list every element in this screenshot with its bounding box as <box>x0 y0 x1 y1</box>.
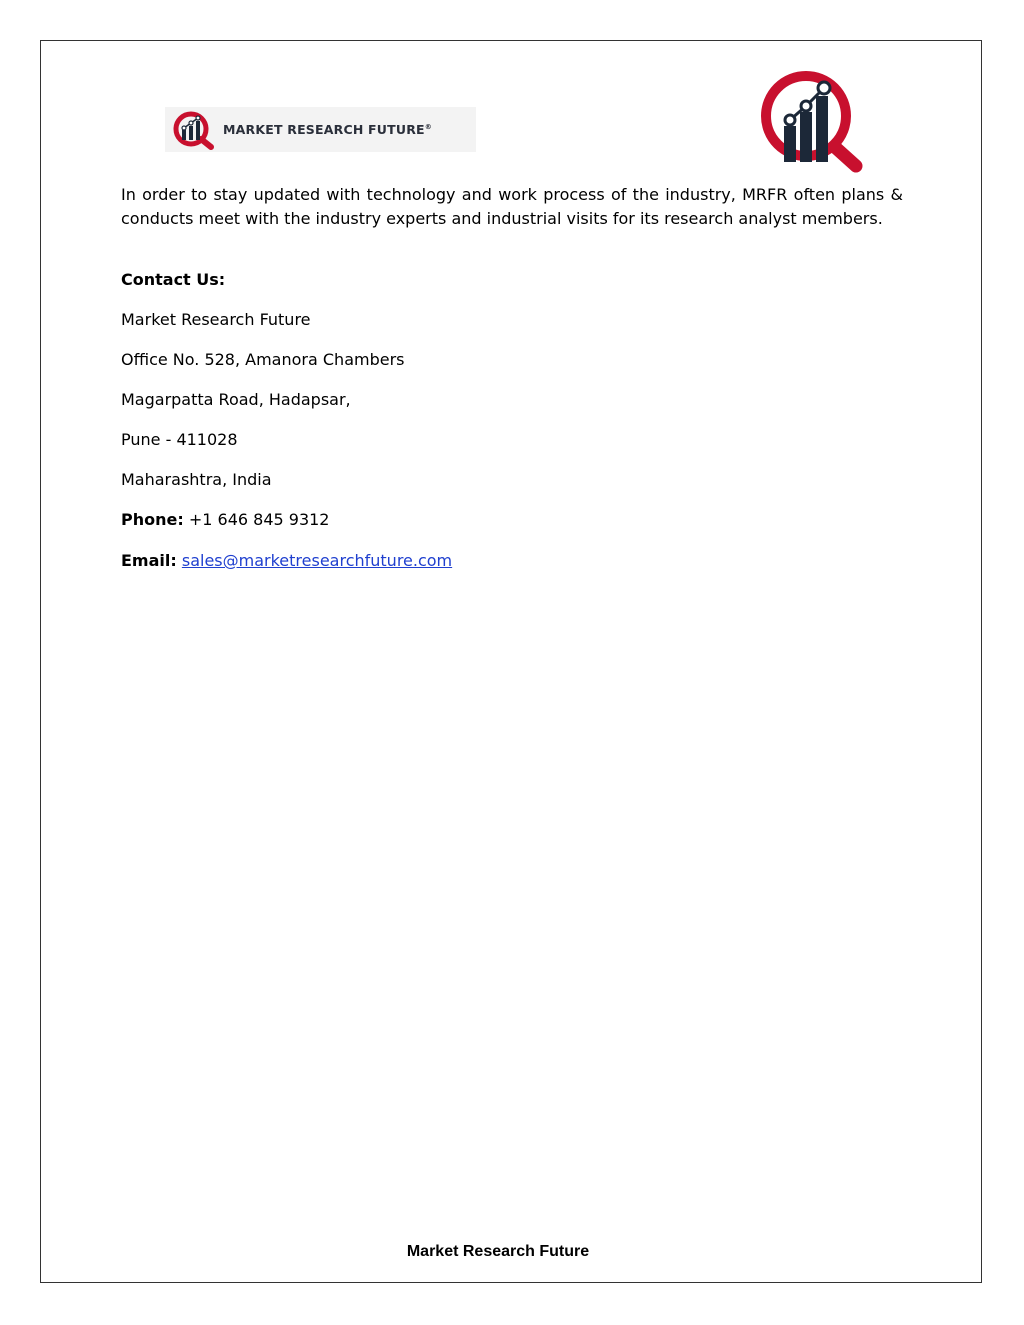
phone-label: Phone: <box>121 510 184 529</box>
mrfr-logo-mark-icon <box>171 110 219 150</box>
phone-value: +1 646 845 9312 <box>188 510 330 529</box>
phone-line <box>121 510 329 529</box>
intro-paragraph: In order to stay updated with technology and work process of the industry, MRFR often plans & conducts meet with the industry experts and industrial visits for its research analyst members. <box>121 185 903 228</box>
footer-text: Market Research Future <box>406 1243 590 1260</box>
address-line-4: Maharashtra, India <box>121 470 272 489</box>
logo-text: MARKET RESEARCH FUTURE® <box>223 122 432 137</box>
intro-block <box>121 183 903 230</box>
address-line-3: Pune - 411028 <box>121 430 238 449</box>
address-line-2: Magarpatta Road, Hadapsar, <box>121 390 351 409</box>
address-line-1: Office No. 528, Amanora Chambers <box>121 350 405 369</box>
company-name: Market Research Future <box>121 310 311 329</box>
market-research-future-logo <box>165 107 476 152</box>
email-line <box>121 551 452 570</box>
page-footer <box>0 1243 1024 1261</box>
email-label: Email: <box>121 551 177 570</box>
email-link[interactable]: sales@marketresearchfuture.com <box>181 551 453 570</box>
contact-heading: Contact Us: <box>121 270 226 289</box>
mrfr-magnifier-chart-icon <box>756 68 866 176</box>
